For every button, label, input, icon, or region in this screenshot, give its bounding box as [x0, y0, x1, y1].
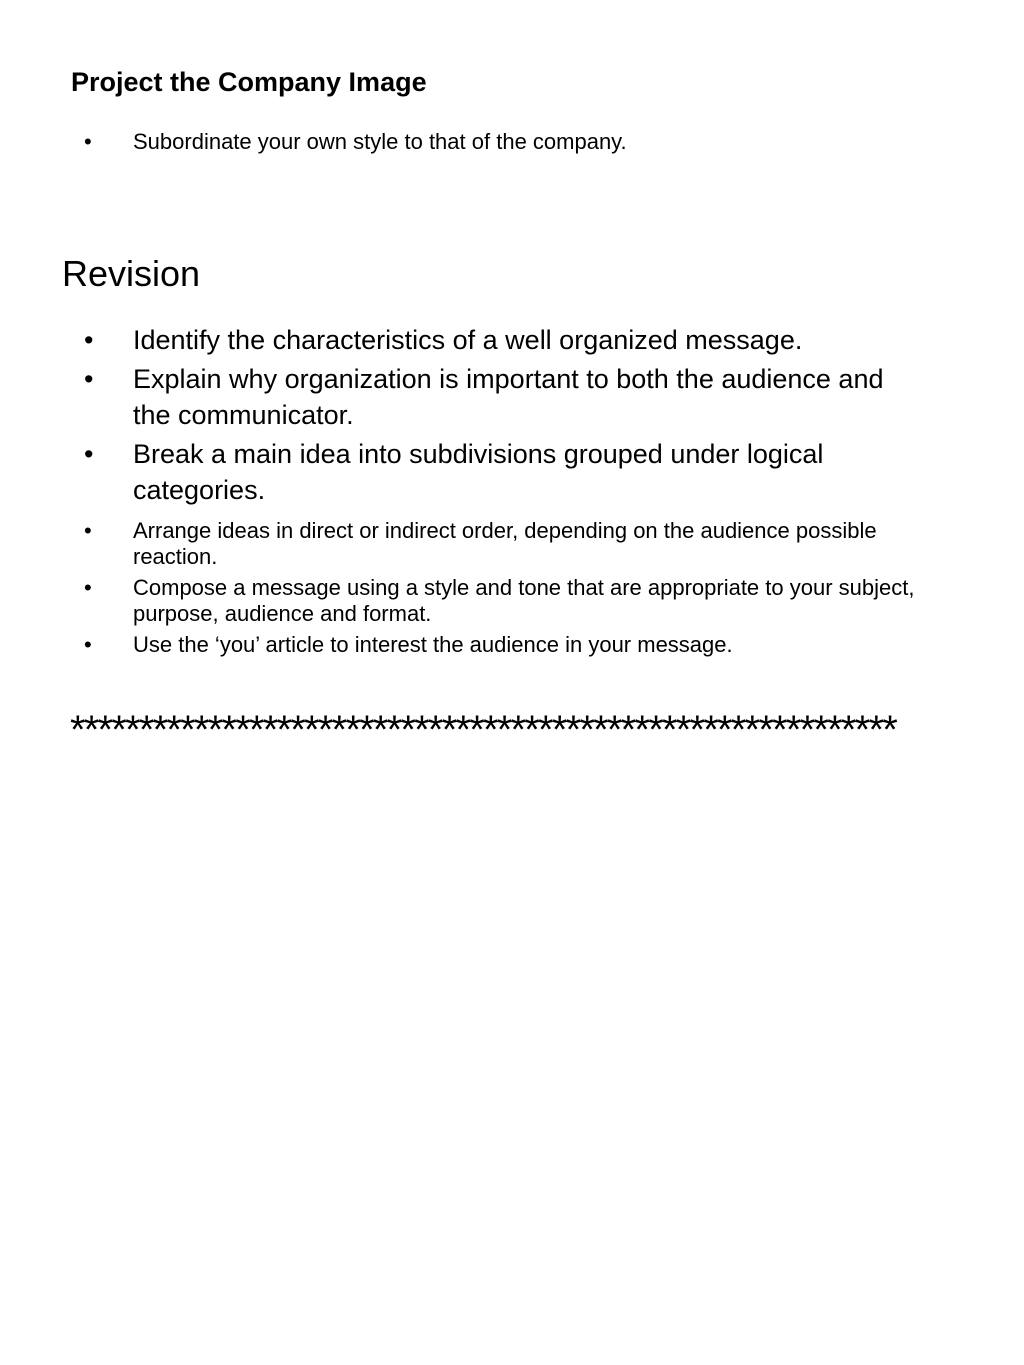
revision-primary-bullet-list — [84, 322, 903, 511]
bullet-marker: • — [84, 364, 94, 394]
bullet-marker: • — [84, 129, 92, 154]
asterisk-separator: ************************************************************ — [70, 708, 896, 752]
bullet-text: Subordinate your own style to that of the company. — [133, 129, 627, 154]
list-item — [84, 518, 958, 570]
list-item — [84, 632, 958, 658]
bullet-text: Identify the characteristics of a well organized message. — [133, 325, 803, 355]
list-item — [84, 128, 973, 155]
bullet-text: Arrange ideas in direct or indirect order, depending on the audience possible reaction. — [133, 518, 877, 569]
list-item — [84, 322, 903, 358]
revision-secondary-bullet-list — [84, 518, 958, 663]
bullet-marker: • — [84, 575, 92, 600]
list-item — [84, 361, 903, 433]
list-item — [84, 436, 903, 508]
revision-heading: Revision — [62, 253, 201, 294]
bullet-text: Explain why organization is important to both the audience and the communicator. — [133, 364, 884, 430]
bullet-marker: • — [84, 325, 94, 355]
slide-title: Project the Company Image — [71, 67, 427, 97]
bullet-text: Compose a message using a style and tone that are appropriate to your subject, purpose, audience and format. — [133, 575, 915, 626]
bullet-text: Use the ‘you’ article to interest the audience in your message. — [133, 632, 733, 657]
bullet-text: Break a main idea into subdivisions grouped under logical categories. — [133, 439, 824, 505]
list-item — [84, 575, 958, 627]
bullet-marker: • — [84, 439, 94, 469]
bullet-marker: • — [84, 518, 92, 543]
company-image-bullet-list — [84, 128, 973, 155]
bullet-marker: • — [84, 632, 92, 657]
